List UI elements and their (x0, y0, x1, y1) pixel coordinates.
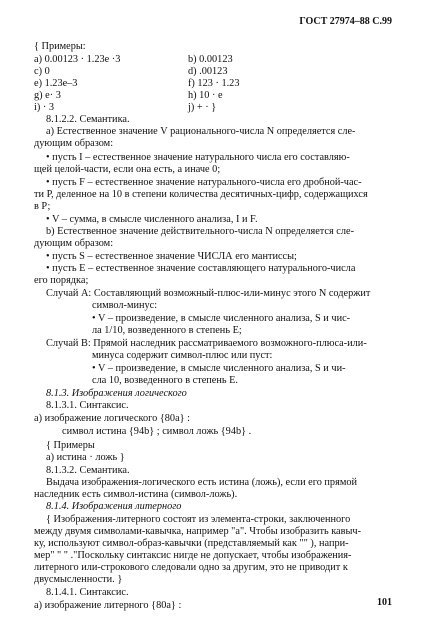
text-line: Выдача изображения-логического есть истина (ложь), если его прямой (46, 477, 357, 488)
text-line: двусмысленности. } (34, 574, 123, 585)
bullet-line: • пусть S – естественное значение ЧИСЛА его мантиссы; (46, 251, 297, 262)
page-header: ГОСТ 27974–88 С.99 (299, 16, 392, 27)
examples-title: { Примеры (46, 440, 95, 451)
syntax-alternatives: символ истина {94b} ; символ ложь {94b} . (62, 426, 252, 437)
text-line: дующим образом: (34, 138, 114, 149)
examples-title: { Примеры: (34, 41, 86, 52)
bullet-line: • V – произведение, в смысле численного анализа, S и чис- (92, 313, 351, 324)
example-left: g) е· 3 (34, 90, 61, 101)
bullet-line: • пусть Е – естественное значение составляющего натурального-числа (46, 263, 356, 274)
text-line: { Изображения-литерного состоят из элемента-строки, заключенного (46, 514, 351, 525)
text-line: минуса содержит символ-плюс или пуст: (92, 350, 273, 361)
section-heading: 8.1.4.1. Синтаксис. (46, 587, 129, 598)
example-right: f) 123 · 1.23 (188, 78, 240, 89)
text-line: а) Естественное значение V рационального-числа N определяется сле- (46, 126, 356, 137)
example-right: h) 10 · е (188, 90, 223, 101)
syntax-rule: а) изображение логического {80а} : (34, 413, 191, 424)
text-line: мер" " " ."Поскольку синтаксис нигде не допускает, чтобы изображения- (34, 550, 352, 561)
text-line: наследник есть символ-истина (символ-ложь). (34, 489, 238, 500)
bullet-line: • V – сумма, в смысле численного анализа, I и F. (46, 214, 258, 225)
text-line: сла 10, возведенного в степень Е. (92, 375, 239, 386)
example-line: а) истина · ложь } (46, 452, 125, 463)
bullet-line: • V – произведение, в смысле численного анализа, S и чи- (92, 363, 346, 374)
section-heading: 8.1.3.1. Синтаксис. (46, 400, 129, 411)
text-line: ти Р, деленное на 10 в степени количества десятичных-цифр, содержащихся (34, 189, 368, 200)
section-heading: 8.1.3. Изображения логического (46, 388, 187, 399)
text-line: b) Естественное значение действительного-числа N определяется сле- (46, 226, 355, 237)
text-line: щей целой-части, если она есть, а иначе 0; (34, 164, 221, 175)
syntax-rule: а) изображение литерного {80а} : (34, 600, 182, 611)
section-heading: 8.1.3.2. Семантика. (46, 465, 130, 476)
case-b-line: Случай В: Прямой наследник рассматриваемого возможного-плюса-или- (46, 338, 367, 349)
example-left: е) 1.23е–3 (34, 78, 78, 89)
section-heading: 8.1.4. Изображения литерного (46, 501, 182, 512)
text-line: ку, используют символ-образ-кавычки (представляемый как "" ), напри- (34, 538, 349, 549)
text-line: между двумя символами-кавычка, например "а". Чтобы изобразить кавыч- (34, 526, 362, 537)
text-line: символ-минус: (92, 300, 158, 311)
example-left: а) 0.00123 · 1.23е ·3 (34, 54, 121, 65)
example-right: d) .00123 (188, 66, 228, 77)
example-right: b) 0.00123 (188, 54, 233, 65)
example-right: j) + · } (188, 102, 217, 113)
text-line: его порядка; (34, 275, 89, 286)
bullet-line: • пусть I – естественное значение натурального числа его составляю- (46, 152, 350, 163)
case-a-line: Случай А: Составляющий возможный-плюс-или-минус этого N содержит (46, 288, 371, 299)
text-line: в Р; (34, 201, 51, 212)
example-left: с) 0 (34, 66, 50, 77)
text-line: литерного или-строкового следовали одно за другим, это не приводит к (34, 562, 348, 573)
bullet-line: • пусть F – естественное значение натурального-числа его дробной-час- (46, 177, 362, 188)
page-number: 101 (377, 596, 392, 608)
example-left: i) · 3 (34, 102, 55, 113)
text-line: ла 1/10, возведенного в степень Е; (92, 325, 242, 336)
text-line: дующим образом: (34, 238, 114, 249)
section-heading: 8.1.2.2. Семантика. (46, 114, 130, 125)
